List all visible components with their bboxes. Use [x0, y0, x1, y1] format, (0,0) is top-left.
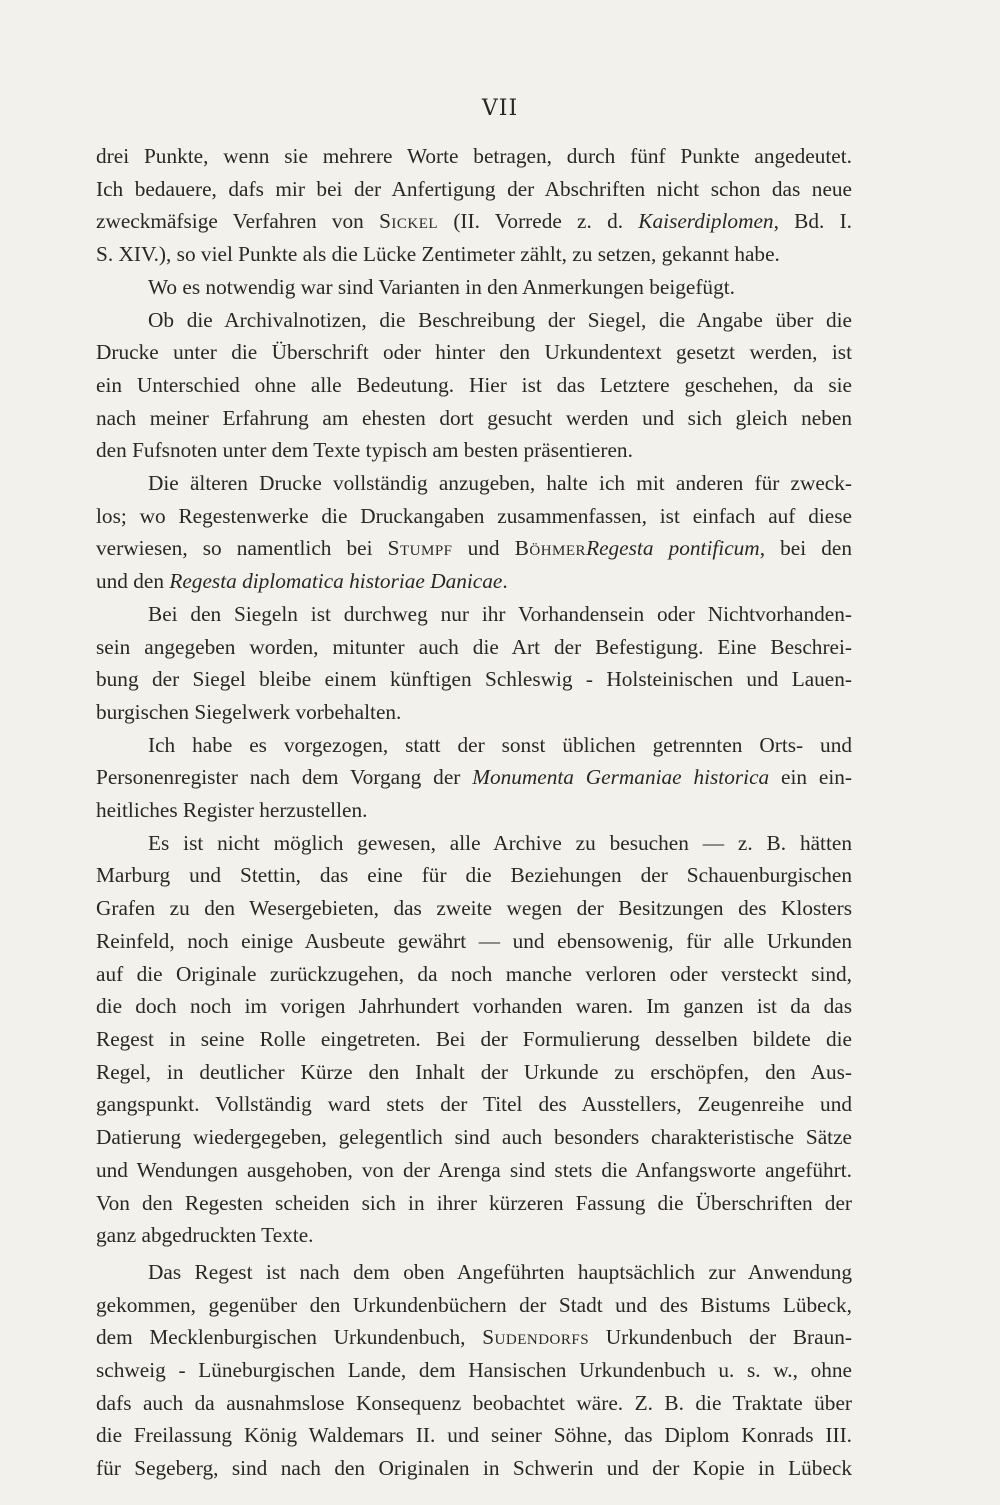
text-line: burgischen Siegelwerk vorbehalten. [96, 699, 402, 724]
text-line [96, 565, 852, 598]
text-line: Reinfeld, noch einige Ausbeute gewährt — und ebensowenig, für alle Urkunden [96, 928, 852, 953]
text-line: Ich bedauere, dafs mir bei der Anfertigung der Abschriften nicht schon das neue [96, 176, 852, 201]
text-line: Regel, in deutlicher Kürze den Inhalt der Urkunde zu erschöpfen, den Aus- [96, 1059, 852, 1084]
text-line [96, 1321, 852, 1354]
text-line: ganz abgedruckten Texte. [96, 1223, 314, 1248]
text-run: . [502, 569, 508, 594]
text-line: dafs auch da ausnahmslose Konsequenz beobachtet wäre. Z. B. die Traktate über [96, 1390, 852, 1415]
text-line: Wo es notwendig war sind Varianten in den Anmerkungen beigefügt. [148, 274, 735, 299]
text-line: Grafen zu den Wesergebieten, das zweite wegen der Besitzungen des Klosters [96, 896, 852, 921]
text-line: Regest in seine Rolle eingetreten. Bei der Formulierung desselben bildete die [96, 1026, 852, 1051]
text-line: Das Regest ist nach dem oben Angeführten hauptsächlich zur Anwendung [148, 1259, 852, 1284]
text-line [96, 761, 852, 794]
text-run: , bei den [759, 536, 852, 561]
text-line: nach meiner Erfahrung am ehesten dort gesucht werden und sich gleich neben [96, 405, 852, 430]
work-title: Monumenta Germaniae historica [472, 765, 770, 790]
text-line: schweig - Lüneburgischen Lande, dem Hansischen Urkundenbuch u. s. w., ohne [96, 1358, 852, 1383]
text-run: Personenregister nach dem Vorgang der [96, 765, 473, 790]
text-line: drei Punkte, wenn sie mehrere Worte betragen, durch fünf Punkte angedeutet. [96, 144, 852, 168]
text-line: Marburg und Stettin, das eine für die Beziehungen der Schauenburgischen [96, 863, 852, 888]
text-line: Drucke unter die Überschrift oder hinter den Urkundentext gesetzt werden, ist [96, 340, 852, 365]
text-line: heitliches Register herzustellen. [96, 798, 368, 823]
text-line: und Wendungen ausgehoben, von der Arenga sind stets die Anfangsworte angeführt. [96, 1157, 852, 1182]
text-run: ein ein- [769, 765, 853, 790]
text-line: gangspunkt. Vollständig ward stets der Titel des Ausstellers, Zeugenreihe und [96, 1092, 852, 1117]
text-run: und [452, 536, 515, 561]
text-line: auf die Originale zurückzugehen, da noch manche verloren oder versteckt sind, [96, 961, 852, 986]
author-name: Böhmer [514, 536, 587, 561]
text-line [96, 532, 852, 565]
text-line: die Freilassung König Waldemars II. und seiner Söhne, das Diplom Konrads III. [96, 1423, 852, 1448]
text-run: zweckmäfsige Verfahren von [96, 209, 380, 234]
work-title: Kaiserdiplomen [638, 209, 774, 234]
text-run: , Bd. I. [773, 209, 852, 234]
text-line: Ich habe es vorgezogen, statt der sonst üblichen getrennten Orts- und [148, 732, 852, 757]
text-line: S. XIV.), so viel Punkte als die Lücke Zentimeter zählt, zu setzen, gekannt habe. [96, 242, 780, 267]
text-line: Von den Regesten scheiden sich in ihrer kürzeren Fassung die Überschriften der [96, 1190, 852, 1215]
text-line: gekommen, gegenüber den Urkundenbüchern der Stadt und des Bistums Lübeck, [96, 1292, 852, 1317]
text-line: Bei den Siegeln ist durchweg nur ihr Vorhandensein oder Nichtvorhanden- [148, 601, 852, 626]
author-name: Sickel [379, 209, 439, 234]
text-line: den Fufsnoten unter dem Texte typisch am besten präsentieren. [96, 438, 633, 463]
text-line: sein angegeben worden, mitunter auch die Art der Befestigung. Eine Beschrei- [96, 634, 852, 659]
text-run: und den [96, 569, 170, 594]
text-run: dem Mecklenburgischen Urkundenbuch, [96, 1325, 483, 1350]
text-line: los; wo Regestenwerke die Druckangaben zusammenfassen, ist einfach auf diese [96, 503, 852, 528]
text-line: Ob die Archivalnotizen, die Beschreibung der Siegel, die Angabe über die [148, 307, 852, 332]
text-run: Urkundenbuch der Braun- [589, 1325, 852, 1350]
body-text [96, 140, 852, 1485]
author-name: Stumpf [387, 536, 453, 561]
page-number: VII [481, 96, 519, 121]
text-line: bung der Siegel bleibe einem künftigen Schleswig - Holsteinischen und Lauen- [96, 667, 852, 692]
text-line: die doch noch im vorigen Jahrhundert vorhanden waren. Im ganzen ist da das [96, 994, 852, 1019]
text-run: verwiesen, so namentlich bei [96, 536, 388, 561]
work-title: Regesta pontificum [586, 536, 760, 561]
text-line: Es ist nicht möglich gewesen, alle Archive zu besuchen — z. B. hätten [148, 830, 852, 855]
text-line: ein Unterschied ohne alle Bedeutung. Hier ist das Letztere geschehen, da sie [96, 372, 852, 397]
text-run: (II. Vorrede z. d. [438, 209, 639, 234]
text-line: für Segeberg, sind nach den Originalen in Schwerin und der Kopie in Lübeck [96, 1456, 852, 1481]
text-line: Datierung wiedergegeben, gelegentlich sind auch besonders charakteristische Sätze [96, 1125, 852, 1150]
text-line [96, 205, 852, 238]
work-title: Regesta diplomatica historiae Danicae [169, 569, 503, 594]
author-name: Sudendorfs [482, 1325, 590, 1350]
text-line: Die älteren Drucke vollständig anzugeben, halte ich mit anderen für zweck- [148, 471, 852, 496]
